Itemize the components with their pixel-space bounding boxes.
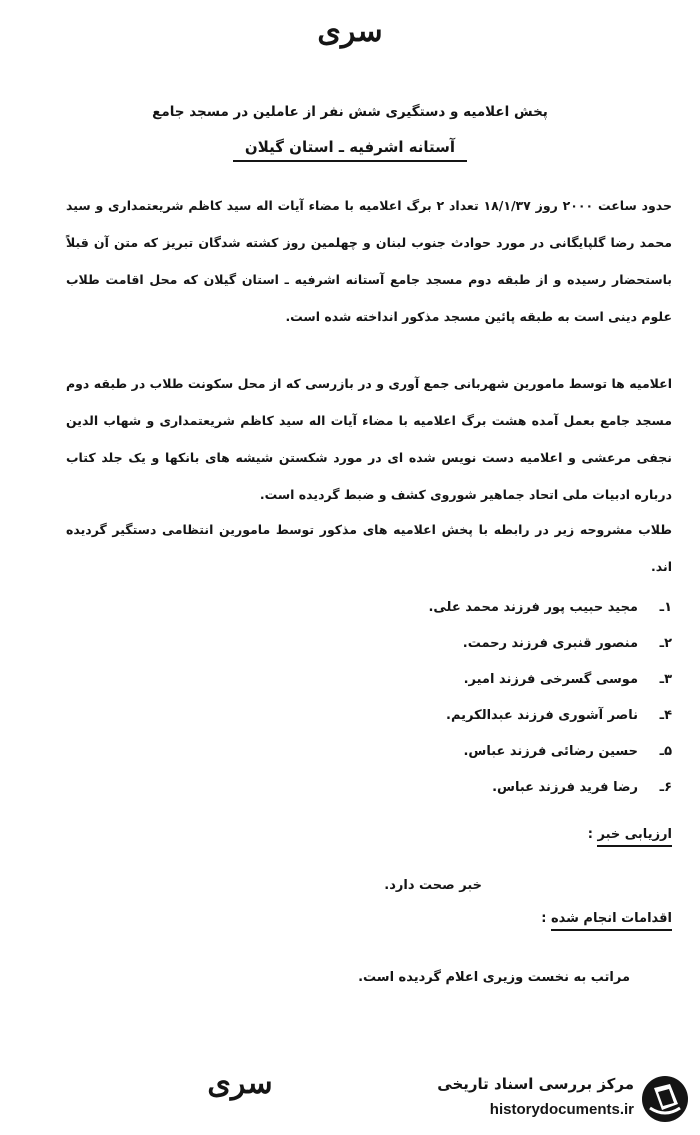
list-item-number: ۳ـ bbox=[659, 672, 672, 687]
classification-top: سری bbox=[317, 14, 383, 49]
paragraph-incident: حدود ساعت ۲۰۰۰ روز ۱۸/۱/۳۷ تعداد ۲ برگ اعلامیه با مضاء آیات اله سید کاظم شریعتمداری و سید محمد رضا گلپایگانی در مورد حوادث جنوب لبنان و چهلمین روز کشته شدگان تبریز که متن آن قبلاً باستحضار رسیده و از طبقه دوم مسجد جامع آستانه اشرفیه ـ استان گیلان که محل اقامت طلاب علوم دینی است به طبقه پائین مسجد مذکور انداخته شده است. bbox=[66, 198, 672, 324]
list-item bbox=[312, 590, 672, 626]
list-item-number: ۲ـ bbox=[659, 636, 672, 651]
heading-line-2 bbox=[40, 138, 660, 156]
list-item-number: ۴ـ bbox=[659, 708, 672, 723]
list-item bbox=[312, 662, 672, 698]
list-item bbox=[312, 626, 672, 662]
list-item-text: حسین رضائی فرزند عباس. bbox=[463, 744, 638, 759]
list-item-text: رضا فرید فرزند عباس. bbox=[492, 780, 638, 795]
list-item bbox=[312, 770, 672, 806]
archive-name: مرکز بررسی اسناد تاریخی bbox=[437, 1075, 634, 1093]
actions-text: مراتب به نخست وزیری اعلام گردیده است. bbox=[358, 970, 630, 985]
assessment-text: خبر صحت دارد. bbox=[384, 878, 482, 893]
list-item bbox=[312, 734, 672, 770]
archive-url: historydocuments.ir bbox=[489, 1101, 634, 1118]
detainee-list bbox=[312, 590, 672, 806]
list-item-number: ۶ـ bbox=[659, 780, 672, 795]
heading-line-1: پخش اعلامیه و دستگیری شش نفر از عاملین در مسجد جامع bbox=[152, 104, 548, 120]
paragraph-arrest: طلاب مشروحه زیر در رابطه با پخش اعلامیه های مذکور توسط مامورین انتظامی دستگیر گردیده اند. bbox=[66, 522, 672, 574]
assessment-title: ارزیابی خبر bbox=[597, 827, 672, 847]
heading-line-2-text: آستانه اشرفیه ـ استان گیلان bbox=[233, 138, 467, 162]
assessment-heading: ارزیابی خبر : bbox=[588, 827, 672, 842]
classification-bottom: سری bbox=[207, 1066, 273, 1101]
watermark-footer bbox=[422, 1072, 692, 1128]
list-item-text: موسی گسرخی فرزند امیر. bbox=[463, 672, 638, 687]
actions-heading: اقدامات انجام شده : bbox=[541, 911, 672, 926]
actions-title: اقدامات انجام شده bbox=[551, 911, 672, 931]
paragraph-search: اعلامیه ها توسط مامورین شهربانی جمع آوری و در بازرسی که از محل سکونت طلاب در طبقه دوم مسجد جامع بعمل آمده هشت برگ اعلامیه با مضاء آیات اله سید کاظم شریعتمداری و شهاب الدین نجفی مرعشی و اعلامیه دست نویس شده ای در مورد شکستن شیشه های بانکها و یک جلد کتاب درباره ادبیات ملی اتحاد جماهیر شوروی کشف و ضبط گردیده است. bbox=[66, 376, 672, 502]
list-item bbox=[312, 698, 672, 734]
list-item-number: ۱ـ bbox=[659, 600, 672, 615]
list-item-text: منصور قنبری فرزند رحمت. bbox=[462, 636, 638, 651]
list-item-text: مجید حبیب پور فرزند محمد علی. bbox=[428, 600, 638, 615]
list-item-text: ناصر آشوری فرزند عبدالکریم. bbox=[446, 708, 638, 723]
archive-logo-icon bbox=[640, 1074, 690, 1124]
list-item-number: ۵ـ bbox=[659, 744, 672, 759]
